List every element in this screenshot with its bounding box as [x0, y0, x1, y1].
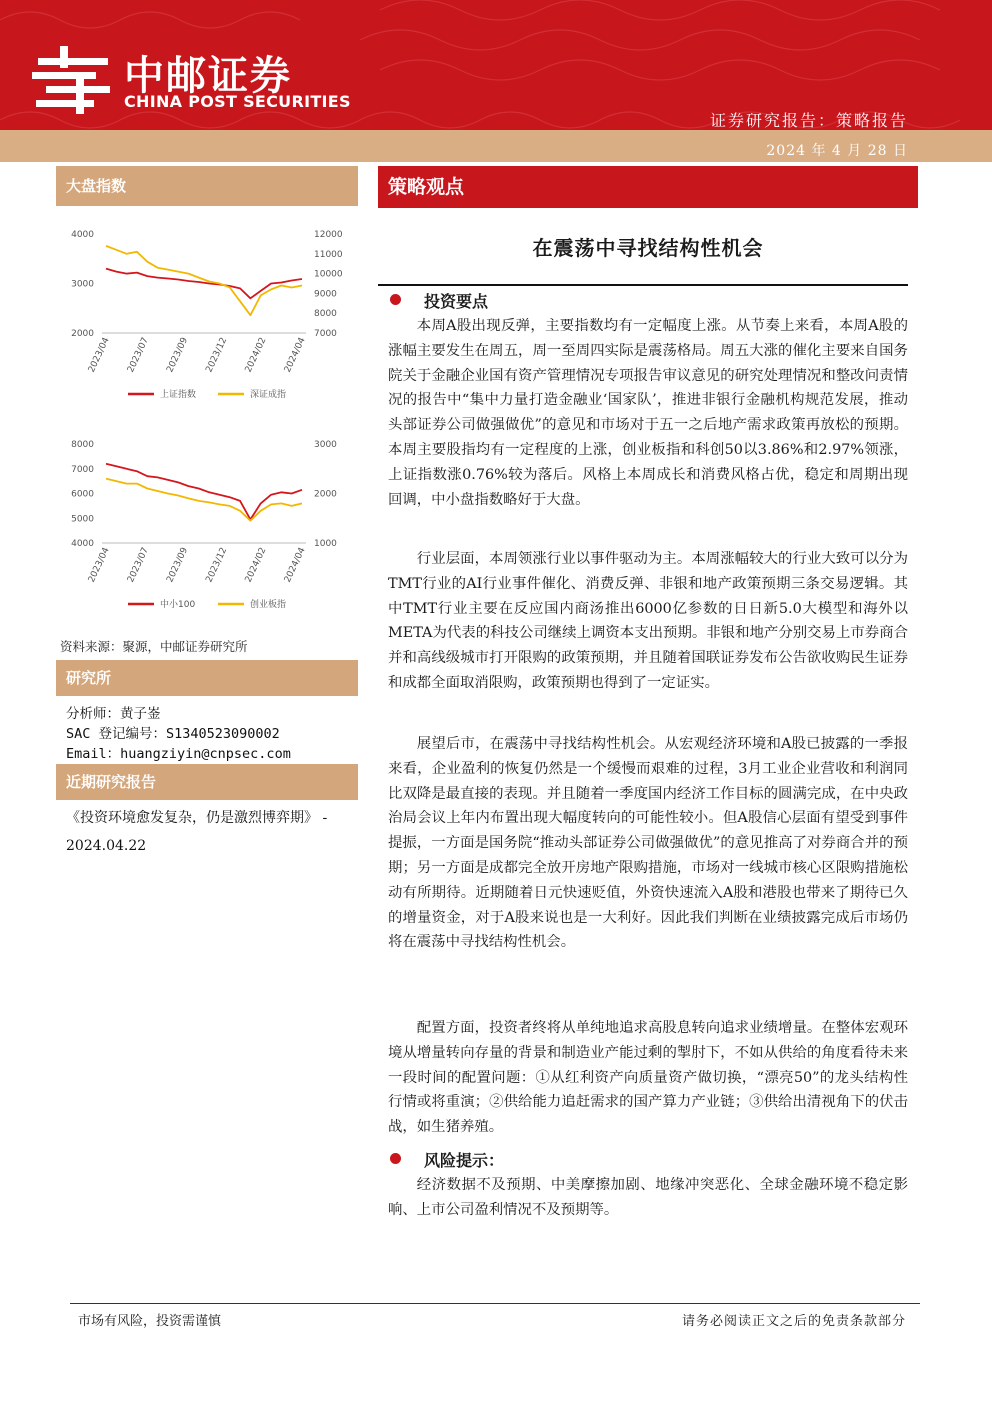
recent-report-link[interactable]: 《投资环境愈发复杂，仍是激烈博弈期》 - 2024.04.22 [66, 810, 328, 854]
key-points-heading: 投资要点 [424, 292, 489, 311]
bullet-icon [390, 1153, 401, 1164]
report-type: 证券研究报告：策略报告 [709, 111, 908, 130]
right-tick-label: 9000 [314, 289, 337, 300]
x-tick-label: 2023/07 [126, 546, 151, 585]
right-tick-label: 8000 [314, 309, 337, 320]
x-tick-label: 2024/02 [243, 336, 269, 375]
legend-label: 中小100 [160, 600, 196, 610]
x-tick-label: 2024/04 [282, 336, 308, 375]
analyst-name: 分析师：黄子崟 [66, 706, 161, 722]
brand-name-en: CHINA POST SECURITIES [124, 92, 351, 111]
series-line-1 [106, 246, 302, 315]
footer-disclaimer-note: 请务必阅读正文之后的免责条款部分 [681, 1314, 906, 1329]
footer-divider [70, 1303, 920, 1304]
left-tick-label: 8000 [71, 440, 94, 450]
sac-number: SAC 登记编号：S1340523090002 [66, 726, 280, 742]
paragraph-market-review: 本周A股出现反弹，主要指数均有一定幅度上涨。从节奏上来看，本周A股的涨幅主要发生在周五，周一至周四实际是震荡格局。周五大涨的催化主要来自国务院关于金融企业国有资产管理情况专项报告审议意见的研究处理情况和整改问责情况的报告中“集中力量打造金融业‘国家队’，推进非银行金融机构规范发展，推动头部证券公司做强做优”的意见和市场对于五一之后地产需求政策再放松的预期。本周主要股指均有一定程度的上涨，创业板指和科创50以3.86%和2.97%领涨，上证指数涨0.76%较为落后。风格上本周成长和消费风格占优，稳定和周期出现回调，中小盘指数略好于大盘。 [388, 318, 908, 508]
x-tick-label: 2023/09 [165, 546, 191, 585]
series-line-1 [106, 479, 302, 521]
series-line-0 [106, 464, 302, 520]
analyst-email[interactable]: Email：huangziyin@cnpsec.com [66, 746, 291, 762]
x-tick-label: 2023/04 [86, 546, 112, 585]
legend-label: 创业板指 [250, 600, 287, 610]
paragraph-industry: 行业层面，本周领涨行业以事件驱动为主。本周涨幅较大的行业大致可以分为TMT行业的AI行业事件催化、消费反弹、非银和地产政策预期三条交易逻辑。其中TMT行业主要在反应国内商汤推出6000亿参数的日日新5.0大模型和海外以META为代表的科技公司继续上调资本支出预期。非银和地产分别交易上市券商合并和高线级城市打开限购的政策预期，并且随着国联证券发布公告欲收购民生证券和成都全面取消限购，政策预期也得到了一定证实。 [388, 551, 908, 691]
chart-shanghai-shenzhen [56, 222, 358, 412]
page-header [0, 0, 992, 130]
right-tick-label: 2000 [314, 489, 337, 500]
right-tick-label: 1000 [314, 539, 337, 549]
right-tick-label: 3000 [314, 440, 337, 450]
left-tick-label: 4000 [71, 230, 94, 240]
x-tick-label: 2023/09 [165, 336, 191, 375]
legend-label: 上证指数 [160, 390, 197, 400]
x-tick-label: 2024/02 [243, 546, 269, 585]
title-divider [378, 284, 908, 286]
left-tick-label: 5000 [71, 514, 94, 525]
x-tick-label: 2023/04 [86, 336, 112, 375]
right-tick-label: 10000 [314, 269, 343, 280]
left-tick-label: 4000 [71, 539, 94, 549]
date-bar [0, 130, 992, 162]
chart-sme-chinext [56, 432, 358, 622]
bullet-icon [390, 294, 401, 305]
left-tick-label: 6000 [71, 489, 94, 500]
left-tick-label: 3000 [71, 279, 94, 290]
recent-reports-heading: 近期研究报告 [56, 764, 358, 800]
right-tick-label: 7000 [314, 329, 337, 339]
paragraph-allocation: 配置方面，投资者终将从单纯地追求高股息转向追求业绩增量。在整体宏观环境从增量转向存量的背景和制造业产能过剩的掣肘下，不如从供给的角度看待未来一段时间的配置问题：①从红利资产向质量资产做切换，“漂亮50”的龙头结构性行情或将重演；②供给能力追赶需求的国产算力产业链；③供给出清视角下的伏击战，如生猪养殖。 [388, 1020, 908, 1136]
x-tick-label: 2023/12 [204, 336, 230, 375]
x-tick-label: 2024/04 [282, 546, 308, 585]
index-section-heading: 大盘指数 [56, 166, 358, 206]
right-tick-label: 11000 [314, 249, 343, 260]
brand-name-cn: 中邮证券 [124, 53, 292, 99]
china-post-logo-icon [32, 44, 112, 116]
report-date: 2024 年 4 月 28 日 [766, 143, 908, 159]
risk-heading: 风险提示： [424, 1151, 505, 1170]
report-title: 在震荡中寻找结构性机会 [532, 236, 764, 260]
left-tick-label: 2000 [71, 329, 94, 339]
risk-paragraph: 经济数据不及预期、中美摩擦加剧、地缘冲突恶化、全球金融环境不稳定影响、上市公司盈利情况不及预期等。 [388, 1177, 908, 1218]
x-tick-label: 2023/12 [204, 546, 230, 585]
footer-risk-note: 市场有风险，投资需谨慎 [78, 1314, 222, 1329]
right-tick-label: 12000 [314, 230, 343, 240]
chart-source: 资料来源：聚源，中邮证券研究所 [60, 639, 248, 654]
legend-label: 深证成指 [250, 390, 287, 400]
left-tick-label: 7000 [71, 464, 94, 475]
research-section-heading: 研究所 [56, 660, 358, 696]
strategy-section-heading: 策略观点 [378, 166, 918, 208]
x-tick-label: 2023/07 [126, 336, 151, 375]
series-line-0 [106, 269, 302, 299]
paragraph-outlook: 展望后市，在震荡中寻找结构性机会。从宏观经济环境和A股已披露的一季报来看，企业盈利的恢复仍然是一个缓慢而艰难的过程，3月工业企业营收和利润同比双降是最直接的表现。并且随着一季度国内经济工作目标的圆满完成，在中央政治局会议上年内布置出现大幅度转向的可能性较小。但A股信心层面有望受到事件提振，一方面是国务院“推动头部证券公司做强做优”的意见推高了对券商合并的预期；另一方面是成都完全放开房地产限购措施，市场对一线城市核心区限购措施松动有所期待。近期随着日元快速贬值，外资快速流入A股和港股也带来了期待已久的增量资金，对于A股来说也是一大利好。因此我们判断在业绩披露完成后市场仍将在震荡中寻找结构性机会。 [388, 736, 908, 951]
